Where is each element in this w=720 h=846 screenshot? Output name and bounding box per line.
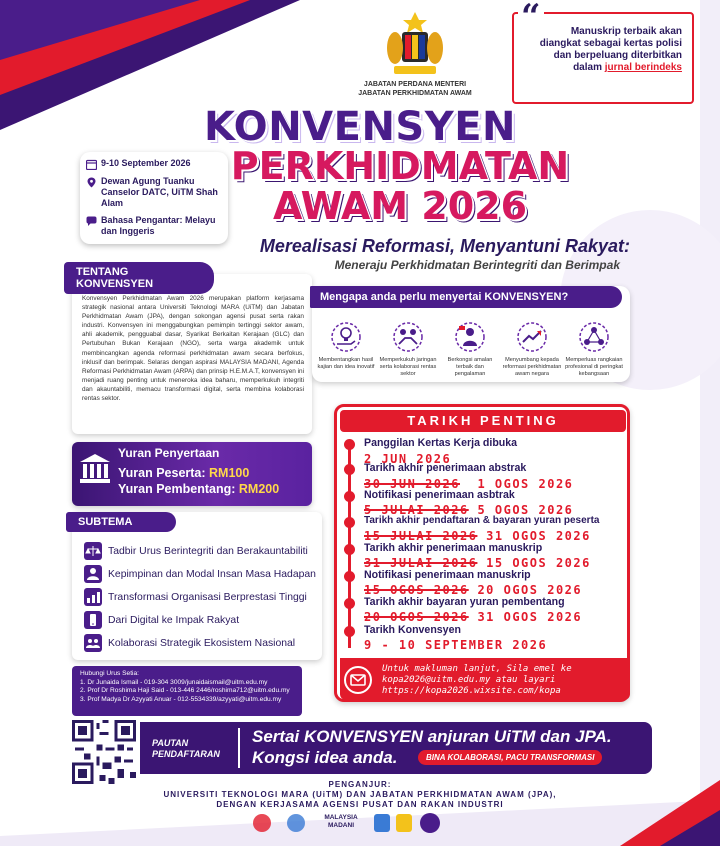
reform-icon bbox=[517, 322, 547, 352]
contact-line: 1. Dr Junaida Ismail - 019-304 3009/junaidaismail@uitm.edu.my bbox=[80, 678, 268, 686]
fee-presenter-label: Yuran Pembentang: bbox=[118, 482, 236, 496]
about-heading: TENTANG KONVENSYEN bbox=[64, 262, 214, 294]
malaysia-coat-of-arms-icon bbox=[386, 10, 444, 80]
contact-line: 3. Prof Madya Dr Azyyati Anuar - 012-5534339/azyyati@uitm.edu.my bbox=[80, 695, 282, 703]
presenter-icon bbox=[455, 322, 485, 352]
why-item bbox=[502, 322, 562, 378]
registration-label-2: PENDAFTARAN bbox=[152, 749, 220, 759]
why-join-heading: Mengapa anda perlu menyertai KONVENSYEN? bbox=[310, 286, 622, 308]
why-item bbox=[440, 322, 500, 378]
organizer-section bbox=[60, 780, 660, 810]
subtheme-item bbox=[84, 542, 308, 560]
subtheme-label: Tadbir Urus Berintegriti dan Berakauntabiliti bbox=[108, 545, 308, 557]
date-new: 5 OGOS 2026 bbox=[477, 503, 574, 517]
why-item-label: Membentangkan hasil kajian dan idea inovatif bbox=[317, 357, 375, 370]
date-label: Notifikasi penerimaan manuskrip bbox=[364, 569, 531, 581]
registration-message-1: Sertai KONVENSYEN anjuran UiTM dan JPA. bbox=[252, 727, 612, 746]
handshake-icon bbox=[393, 322, 423, 352]
timeline-dot bbox=[344, 626, 355, 637]
why-item-label: Memperkukuh jaringan serta kolaborasi rentas sektor bbox=[379, 357, 437, 377]
subtheme-label: Dari Digital ke Impak Rakyat bbox=[108, 614, 240, 626]
date-new: 1 OGOS 2026 bbox=[477, 477, 574, 491]
subtheme-heading: SUBTEMA bbox=[66, 512, 176, 532]
scales-icon bbox=[84, 542, 102, 560]
about-body: Konvensyen Perkhidmatan Awam 2026 merupakan platform kerjasama strategik nasional antara Universiti Teknologi MARA (UiTM) dan Jabatan Perkhidmatan Awam (JPA), dengan sokongan agensi pusat serta rakan industri. Konvensyen ini menggabungkan pemimpin tertinggi sektor awam, ahli akademik, pengguabal dasar, Syarikat Berkaitan Kerajaan (GLC) dan Pertubuhan Bukan Kerajaan (NGO), serta warga akademik untuk membincangkan agenda reformasi perkhidmatan awam secara berfokus, inklusif dan berimpak. Selaras dengan aspirasi MALAYSIA MADANI, Agenda Reformasi Perkhidmatan Awam (ARPA) dan prinsip H.E.M.A.T, konvensyen ini menjadi ruang penting untuk meneroka idea baharu, memperkukuh integriti dan akauntabiliti, memacu transformasi digital, serta membina kolaborasi rentas sektor. bbox=[82, 295, 304, 403]
fee-participant bbox=[118, 466, 249, 480]
date-label: Notifikasi penerimaan asbtrak bbox=[364, 489, 515, 501]
date-new: 9 - 10 SEPTEMBER 2026 bbox=[364, 638, 548, 652]
contact-line: 2. Prof Dr Roshima Haji Said - 013-446 2446/roshima712@uitm.edu.my bbox=[80, 687, 290, 694]
phone-icon bbox=[84, 611, 102, 629]
location-pin-icon bbox=[86, 177, 97, 188]
date-value bbox=[364, 638, 547, 652]
email-icon bbox=[344, 666, 372, 694]
organizer-line-2: DENGAN KERJASAMA AGENSI PUSAT DAN RAKAN INDUSTRI bbox=[216, 800, 504, 809]
event-info-panel bbox=[80, 152, 228, 244]
title-line-2: PERKHIDMATAN bbox=[230, 144, 570, 188]
organizer-line-1: UNIVERSITI TEKNOLOGI MARA (UiTM) DAN JABATAN PERKHIDMATAN AWAM (JPA), bbox=[163, 790, 557, 799]
fees-heading: Yuran Penyertaan bbox=[118, 446, 220, 460]
leader-icon bbox=[84, 565, 102, 583]
info-note: Untuk makluman lanjut, Sila emel ke kopa2026@uitm.edu.my atau layari https://kopa2026.wixsite.com/kopa bbox=[382, 664, 572, 696]
fee-participant-amount: RM100 bbox=[209, 466, 250, 480]
title-line-1: KONVENSYEN bbox=[203, 104, 516, 150]
divider bbox=[238, 728, 240, 768]
why-item bbox=[564, 322, 624, 378]
event-language: Bahasa Pengantar: Melayu dan Inggeris bbox=[101, 215, 216, 236]
timeline-dot bbox=[344, 598, 355, 609]
important-dates-heading: TARIKH PENTING bbox=[340, 410, 626, 432]
subtheme-item bbox=[84, 611, 239, 629]
date-old: 15 OGOS 2026 bbox=[364, 583, 469, 597]
event-language-row bbox=[86, 215, 222, 237]
subtheme-item bbox=[84, 588, 307, 606]
timeline-dot bbox=[344, 571, 355, 582]
date-label: Tarikh akhir penerimaan manuskrip bbox=[364, 542, 543, 554]
date-new: 31 OGOS 2026 bbox=[486, 529, 591, 543]
event-venue-row bbox=[86, 176, 222, 209]
growth-icon bbox=[84, 588, 102, 606]
why-item-label: Menyumbang kepada reformasi perkhidmatan awam negara bbox=[502, 357, 562, 377]
date-new: 15 OGOS 2026 bbox=[486, 556, 591, 570]
date-old: 31 JULAI 2026 bbox=[364, 556, 478, 570]
registration-tag: BINA KOLABORASI, PACU TRANSFORMASI bbox=[418, 750, 602, 765]
quote-mark-icon: “ bbox=[518, 2, 544, 32]
timeline-dot bbox=[344, 439, 355, 450]
date-new: 20 OGOS 2026 bbox=[477, 583, 583, 597]
timeline-dot bbox=[344, 491, 355, 502]
date-value bbox=[364, 556, 591, 570]
event-venue: Dewan Agung Tuanku Canselor DATC, UiTM Shah Alam bbox=[101, 176, 218, 208]
event-date-row bbox=[86, 158, 222, 170]
network-icon bbox=[579, 322, 609, 352]
timeline-dot bbox=[344, 517, 355, 528]
timeline-dot bbox=[344, 544, 355, 555]
title-block bbox=[230, 146, 570, 226]
partner-logos bbox=[250, 808, 450, 838]
speech-bubble-icon bbox=[86, 216, 97, 227]
registration-message-2: Kongsi idea anda. bbox=[252, 748, 398, 767]
why-item-label: Memperluas rangkaian profesional di peringkat kebangsaan bbox=[565, 357, 623, 377]
subtheme-label: Kepimpinan dan Modal Insan Masa Hadapan bbox=[108, 568, 316, 580]
date-label: Panggilan Kertas Kerja dibuka bbox=[364, 437, 518, 449]
contact-section bbox=[72, 666, 302, 716]
organizer-heading: PENGANJUR: bbox=[328, 780, 392, 789]
contact-heading: Hubungi Urus Setia: bbox=[80, 670, 140, 677]
why-item-label: Berkongsi amalan terbaik dan pengalaman bbox=[447, 357, 493, 377]
fee-participant-label: Yuran Peserta: bbox=[118, 466, 206, 480]
why-item bbox=[316, 322, 376, 371]
idea-hand-icon bbox=[331, 322, 361, 352]
building-icon bbox=[78, 452, 112, 486]
timeline-dot bbox=[344, 464, 355, 475]
crest-caption-line-2: JABATAN PERKHIDMATAN AWAM bbox=[358, 90, 472, 97]
malaysia-madani-logo: MALAYSIA MADANI bbox=[324, 814, 358, 829]
quote-highlight: jurnal berindeks bbox=[604, 62, 682, 73]
date-value bbox=[364, 583, 582, 597]
calendar-icon bbox=[86, 159, 97, 170]
date-label: Tarikh Konvensyen bbox=[364, 624, 461, 636]
subtheme-item bbox=[84, 565, 316, 583]
about-section bbox=[72, 266, 312, 434]
tagline-sub: Meneraju Perkhidmatan Berintegriti dan Berimpak bbox=[334, 258, 620, 272]
why-item bbox=[378, 322, 438, 378]
quote-text: Manuskrip terbaik akan diangkat sebagai kertas polisi dan berpeluang diterbitkan dalam bbox=[539, 26, 682, 73]
date-new: 31 OGOS 2026 bbox=[477, 610, 583, 624]
date-old: 20 OGOS 2026 bbox=[364, 610, 469, 624]
date-label: Tarikh akhir pendaftaran & bayaran yuran peserta bbox=[364, 515, 600, 526]
event-date: 9-10 September 2026 bbox=[101, 158, 191, 168]
crest-caption bbox=[330, 80, 500, 98]
date-value bbox=[364, 529, 591, 543]
registration-label-1: PAUTAN bbox=[152, 738, 189, 748]
fee-presenter-amount: RM200 bbox=[238, 482, 280, 496]
date-new: 2 JUN 2026 bbox=[364, 452, 452, 466]
crest-caption-line-1: JABATAN PERDANA MENTERI bbox=[363, 81, 467, 88]
subtheme-label: Kolaborasi Strategik Ekosistem Nasional bbox=[108, 637, 296, 649]
registration-label bbox=[152, 738, 220, 760]
registration-qr-code[interactable] bbox=[72, 720, 136, 784]
date-value bbox=[364, 610, 582, 624]
date-old: 30 JUN 2026 bbox=[364, 477, 460, 491]
collaboration-icon bbox=[84, 634, 102, 652]
date-label: Tarikh akhir bayaran yuran pembentang bbox=[364, 596, 565, 608]
date-label: Tarikh akhir penerimaan abstrak bbox=[364, 462, 527, 474]
date-old: 15 JULAI 2026 bbox=[364, 529, 478, 543]
tagline-main: Merealisasi Reformasi, Menyantuni Rakyat: bbox=[259, 236, 630, 256]
date-old: 5 JULAI 2026 bbox=[364, 503, 469, 517]
subtheme-label: Transformasi Organisasi Berprestasi Tinggi bbox=[108, 591, 307, 603]
fee-presenter bbox=[118, 482, 279, 496]
subtheme-item bbox=[84, 634, 295, 652]
title-line-3: AWAM 2026 bbox=[272, 184, 528, 228]
